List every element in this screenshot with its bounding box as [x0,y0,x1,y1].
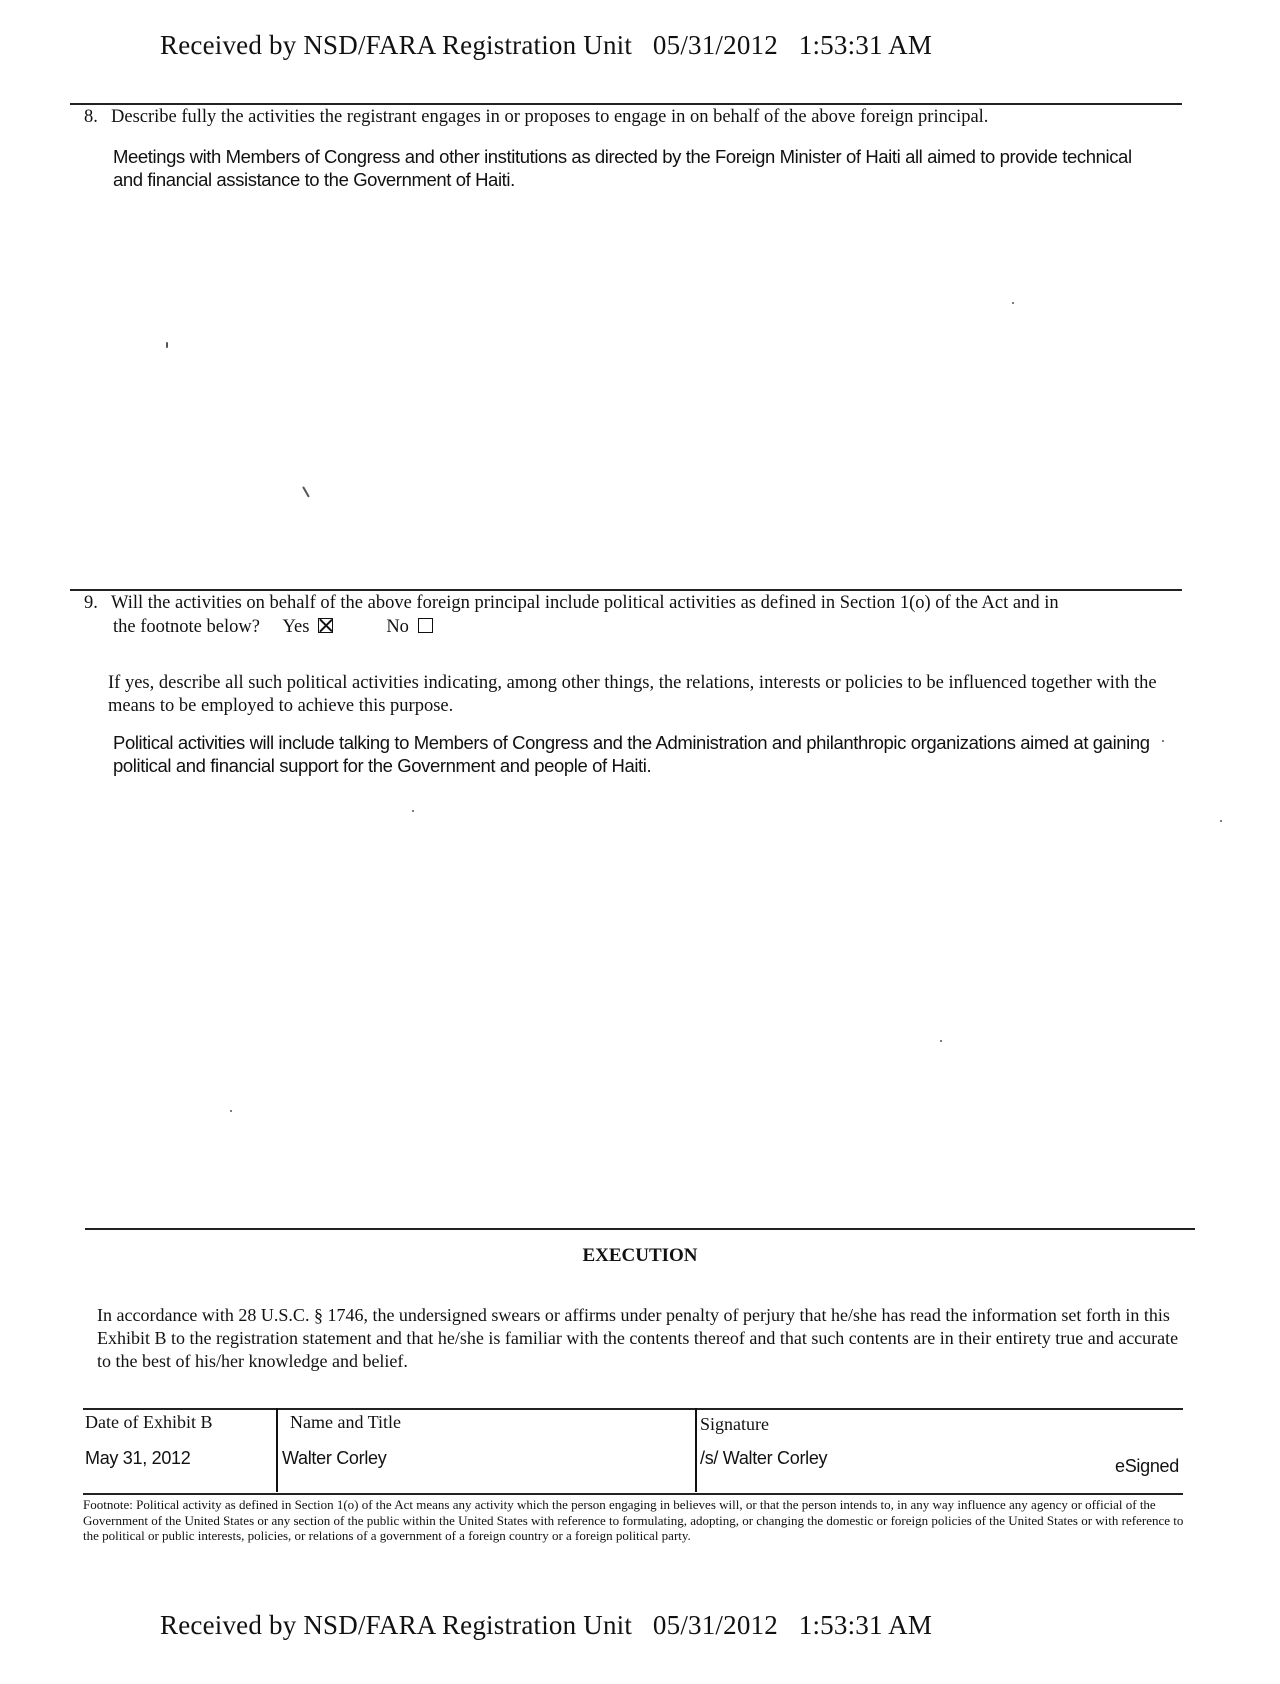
scan-speck [302,486,309,497]
scan-speck [1012,302,1014,304]
no-label: No [386,617,409,637]
question-8-number: 8. [84,107,98,127]
scan-speck [940,1040,942,1042]
question-9-text-line2: the footnote below? [113,617,260,637]
no-checkbox[interactable] [418,618,433,633]
question-9-number: 9. [84,593,98,613]
received-stamp-top: Received by NSD/FARA Registration Unit 05/31/2012 1:53:31 AM [160,30,933,60]
signature-label: Signature [700,1414,769,1434]
table-divider-2 [695,1408,697,1492]
execution-statement: In accordance with 28 U.S.C. § 1746, the undersigned swears or affirms under penalty of perjury that he/she has read the information set forth in this Exhibit B to the registration statement and that he/she is familiar with the contents thereof and that such contents are in their entirety true and accurate to the best of his/her knowledge and belief. [97,1305,1179,1371]
question-9-line2 [113,616,433,639]
question-9-followup: If yes, describe all such political activities indicating, among other things, the relations, interests or policies to be influenced together with the means to be employed to achieve this purpose. [108,673,1157,716]
name-title-label: Name and Title [290,1412,401,1432]
signature-value: /s/ Walter Corley [700,1448,828,1468]
section-8-divider [70,103,1182,105]
esigned-label: eSigned [1115,1456,1179,1476]
date-label: Date of Exhibit B [85,1412,213,1432]
scan-speck [412,810,414,812]
date-value: May 31, 2012 [85,1448,191,1468]
execution-heading: EXECUTION [582,1245,698,1266]
scan-speck [1220,820,1222,822]
question-9-text-line1: Will the activities on behalf of the above foreign principal include political activities as defined in Section 1(o) of the Act and in [111,593,1059,613]
scan-speck [166,342,168,348]
yes-label: Yes [282,617,310,637]
received-stamp-bottom: Received by NSD/FARA Registration Unit 05/31/2012 1:53:31 AM [160,1610,933,1640]
yes-checkbox[interactable] [318,618,333,633]
name-title-value: Walter Corley [282,1448,387,1468]
question-9-answer: Political activities will include talking to Members of Congress and the Administration and philanthropic organizations aimed at gaining political and financial support for the Government and people of Haiti. [113,732,1150,776]
table-divider-1 [276,1408,278,1492]
question-8-answer: Meetings with Members of Congress and other institutions as directed by the Foreign Minister of Haiti all aimed to provide technical and financial assistance to the Government of Haiti. [113,146,1132,190]
execution-divider [85,1228,1195,1230]
signature-table [83,1408,1183,1492]
footnote-rule [83,1493,1183,1495]
scan-speck [1162,740,1164,742]
question-8-text: Describe fully the activities the registrant engages in or proposes to engage in on behalf of the above foreign principal. [111,107,989,127]
footnote: Footnote: Political activity as defined in Section 1(o) of the Act means any activity which the person engaging in believes will, or that the person intends to, in any way influence any agency or official of the Government of the United States or any section of the public within the United States with reference to formulating, adopting, or changing the domestic or foreign policies of the United States or with reference to the political or public interests, policies, or relations of a government of a foreign country or a foreign political party. [83,1497,1184,1543]
scan-speck [230,1110,232,1112]
section-9-divider [70,589,1182,591]
